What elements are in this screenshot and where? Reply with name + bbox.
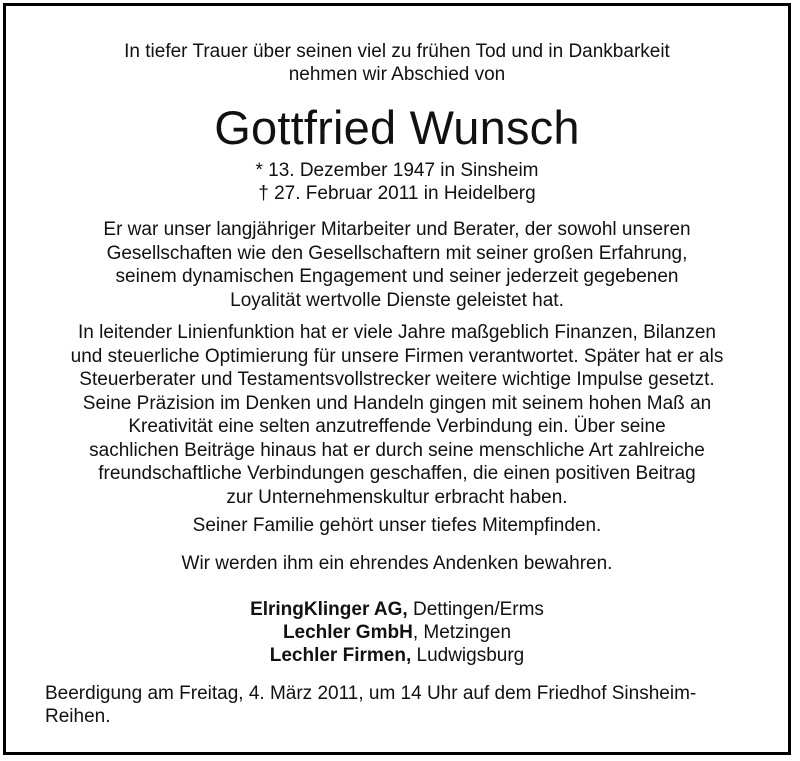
paragraph-line: zur Unternehmenskultur erbracht haben. bbox=[226, 486, 568, 508]
death-date: † 27. Februar 2011 in Heidelberg bbox=[258, 183, 536, 204]
remembrance-text: Wir werden ihm ein ehrendes Andenken bewahren. bbox=[181, 553, 613, 574]
deceased-name: Gottfried Wunsch bbox=[214, 101, 580, 154]
paragraph-line: In leitender Linienfunktion hat er viele Jahre maßgeblich Finanzen, Bilanzen bbox=[78, 322, 716, 343]
company-name: ElringKlinger AG, bbox=[250, 599, 408, 620]
tribute-paragraph-2 bbox=[26, 321, 768, 509]
company-location: Ludwigsburg bbox=[411, 645, 525, 666]
paragraph-line: Steuerberater und Testamentsvollstrecker weitere wichtige Impulse gesetzt. bbox=[79, 369, 715, 390]
paragraph-line: sachlichen Beiträge hinaus hat er durch seine menschliche Art zahlreiche bbox=[89, 439, 705, 461]
signatory-company bbox=[6, 598, 788, 621]
life-dates bbox=[6, 159, 788, 205]
company-location: , Metzingen bbox=[412, 622, 512, 643]
tribute-paragraph-1 bbox=[26, 218, 768, 312]
funeral-details bbox=[45, 682, 774, 728]
company-name: Lechler Firmen, bbox=[269, 645, 412, 666]
company-location: Dettingen/Erms bbox=[407, 599, 544, 620]
intro-line: In tiefer Trauer über seinen viel zu frühen Tod und in Dankbarkeit bbox=[124, 41, 670, 62]
paragraph-line: und steuerliche Optimierung für unsere Firmen verantwortet. Später hat er als bbox=[70, 345, 724, 367]
obituary-notice bbox=[3, 3, 791, 755]
birth-date: * 13. Dezember 1947 in Sinsheim bbox=[255, 160, 539, 181]
paragraph-line: freundschaftliche Verbindungen geschaffen, die einen positiven Beitrag bbox=[98, 463, 696, 484]
signatory-list bbox=[6, 598, 788, 667]
paragraph-line: Loyalität wertvolle Dienste geleistet hat. bbox=[230, 289, 564, 311]
signatory-company bbox=[6, 621, 788, 644]
paragraph-line: Seine Präzision im Denken und Handeln gingen mit seinem hohen Maß an bbox=[82, 392, 712, 414]
paragraph-line: Kreativität eine selten anzutreffende Verbindung ein. Über seine bbox=[128, 416, 666, 437]
condolence-text: Seiner Familie gehört unser tiefes Mitempfinden. bbox=[192, 515, 602, 536]
signatory-company bbox=[6, 644, 788, 667]
paragraph-line: seinem dynamischen Engagement und seiner jederzeit gegebenen bbox=[115, 266, 679, 287]
intro-line: nehmen wir Abschied von bbox=[288, 64, 506, 85]
intro-text bbox=[6, 40, 788, 86]
paragraph-line: Er war unser langjähriger Mitarbeiter und Berater, der sowohl unseren bbox=[103, 219, 691, 240]
funeral-line: Beerdigung am Freitag, 4. März 2011, um 14 Uhr auf dem Friedhof Sinsheim- bbox=[45, 683, 697, 704]
company-name: Lechler GmbH bbox=[282, 622, 413, 643]
paragraph-line: Gesellschaften wie den Gesellschaftern mit seiner großen Erfahrung, bbox=[106, 242, 688, 264]
funeral-line: Reihen. bbox=[45, 706, 111, 727]
